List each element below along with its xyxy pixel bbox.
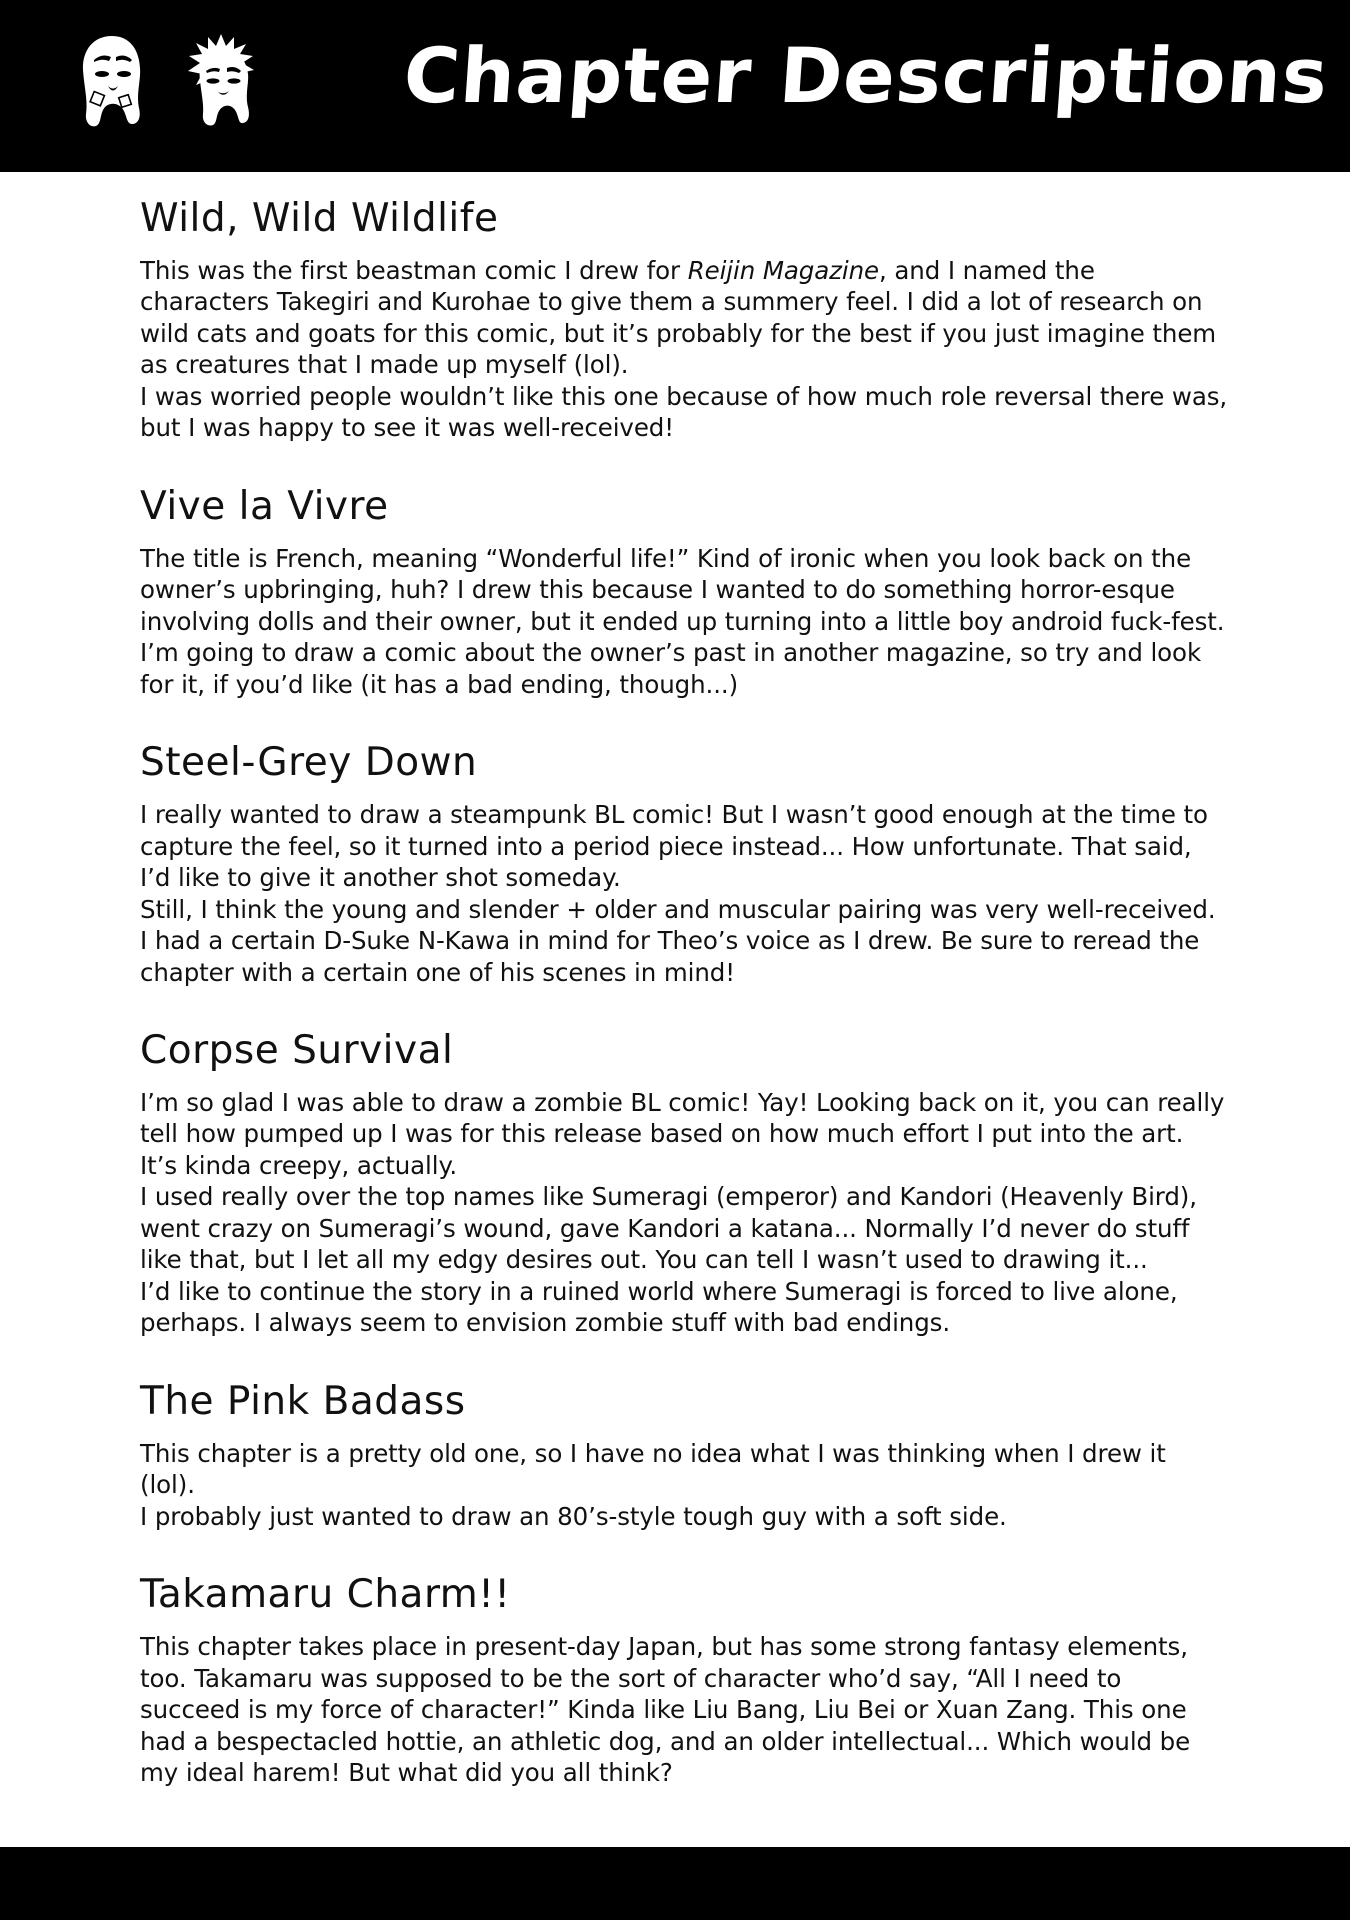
chapter-paragraph (140, 1181, 1228, 1275)
chapter-description-section (140, 196, 1228, 444)
chapter-title: The Pink Badass (140, 1378, 466, 1424)
chapter-paragraph (140, 381, 1228, 444)
page-title: Chapter Descriptions (400, 31, 1332, 120)
text-run: This chapter takes place in present-day Japan, but has some strong fantasy elements, too. Takamaru was supposed to be the sort of character who’d say, “All I need to succeed is my force of character!” Kinda like Liu Bang, Liu Bei or Xuan Zang. This one had a bespectacled hottie, an athletic dog, and an older intellectual... Which would be my ideal harem! But what did you all think? (140, 1632, 1191, 1787)
text-run: I’d like to continue the story in a ruined world where Sumeragi is forced to live alone, perhaps. I always seem to envision zombie stuff with bad endings. (140, 1276, 1178, 1338)
chapter-paragraph (140, 1276, 1228, 1339)
chibi-girl-icon (70, 30, 154, 138)
text-run: I probably just wanted to draw an 80’s-style tough guy with a soft side. (140, 1501, 1007, 1531)
text-run: Still, I think the young and slender + older and muscular pairing was very well-received. I had a certain D-Suke N-Kawa in mind for Theo’s voice as I drew. Be sure to reread the chapter with a certain one of his scenes in mind! (140, 894, 1216, 987)
content-sheet (0, 172, 1350, 1847)
chapter-description-section (140, 1379, 1228, 1532)
text-run: , and I named the characters Takegiri and Kurohae to give them a summery feel. I did a lot of research on wild cats and goats for this comic, but it’s probably for the best if you just imagine them as creatures that I made up myself (lol). (140, 256, 1217, 380)
text-run: I was worried people wouldn’t like this one because of how much role reversal there was, but I was happy to see it was well-received! (140, 381, 1228, 443)
chapter-paragraph (140, 1631, 1228, 1788)
chapter-description-section (140, 1572, 1228, 1788)
chapter-paragraph (140, 894, 1228, 988)
chapter-title: Takamaru Charm!! (140, 1572, 511, 1618)
header-chibi-icons (70, 30, 264, 138)
chapter-paragraph (140, 799, 1228, 893)
chibi-boy-icon (180, 30, 264, 138)
chapter-title: Vive la Vivre (140, 483, 389, 529)
chapter-title: Corpse Survival (140, 1027, 454, 1073)
chapter-title: Wild, Wild Wildlife (140, 196, 499, 241)
chapter-description-section (140, 484, 1228, 700)
magazine-title: Reijin Magazine (687, 256, 880, 285)
chapter-paragraph (140, 1438, 1228, 1501)
descriptions-list (0, 172, 1350, 1788)
text-run: This chapter is a pretty old one, so I have no idea what I was thinking when I drew it (lol). (140, 1438, 1166, 1500)
chapter-description-section (140, 740, 1228, 988)
chapter-paragraph (140, 1087, 1228, 1181)
chapter-paragraph (140, 543, 1228, 700)
footer-band (0, 1847, 1350, 1920)
text-run: The title is French, meaning “Wonderful life!” Kind of ironic when you look back on the owner’s upbringing, huh? I drew this because I wanted to do something horror-esque involving dolls and their owner, but it ended up turning into a little boy android fuck-fest. I’m going to draw a comic about the owner’s past in another magazine, so try and look for it, if you’d like (it has a bad ending, though...) (140, 543, 1225, 699)
text-run: This was the first beastman comic I drew for (140, 256, 688, 285)
chapter-paragraph (140, 1501, 1228, 1532)
page-header (0, 0, 1350, 172)
chapter-paragraph (140, 255, 1228, 381)
text-run: I’m so glad I was able to draw a zombie BL comic! Yay! Looking back on it, you can really tell how pumped up I was for this release based on how much effort I put into the art. It’s kinda creepy, actually. (140, 1087, 1225, 1180)
text-run: I used really over the top names like Sumeragi (emperor) and Kandori (Heavenly Bird), went crazy on Sumeragi’s wound, gave Kandori a katana... Normally I’d never do stuff like that, but I let all my edgy desires out. You can tell I wasn’t used to drawing it... (140, 1182, 1197, 1275)
chapter-description-section (140, 1028, 1228, 1339)
text-run: I really wanted to draw a steampunk BL comic! But I wasn’t good enough at the time to capture the feel, so it turned into a period piece instead... How unfortunate. That said, I’d like to give it another shot someday. (140, 800, 1208, 893)
chapter-title: Steel-Grey Down (140, 740, 478, 786)
